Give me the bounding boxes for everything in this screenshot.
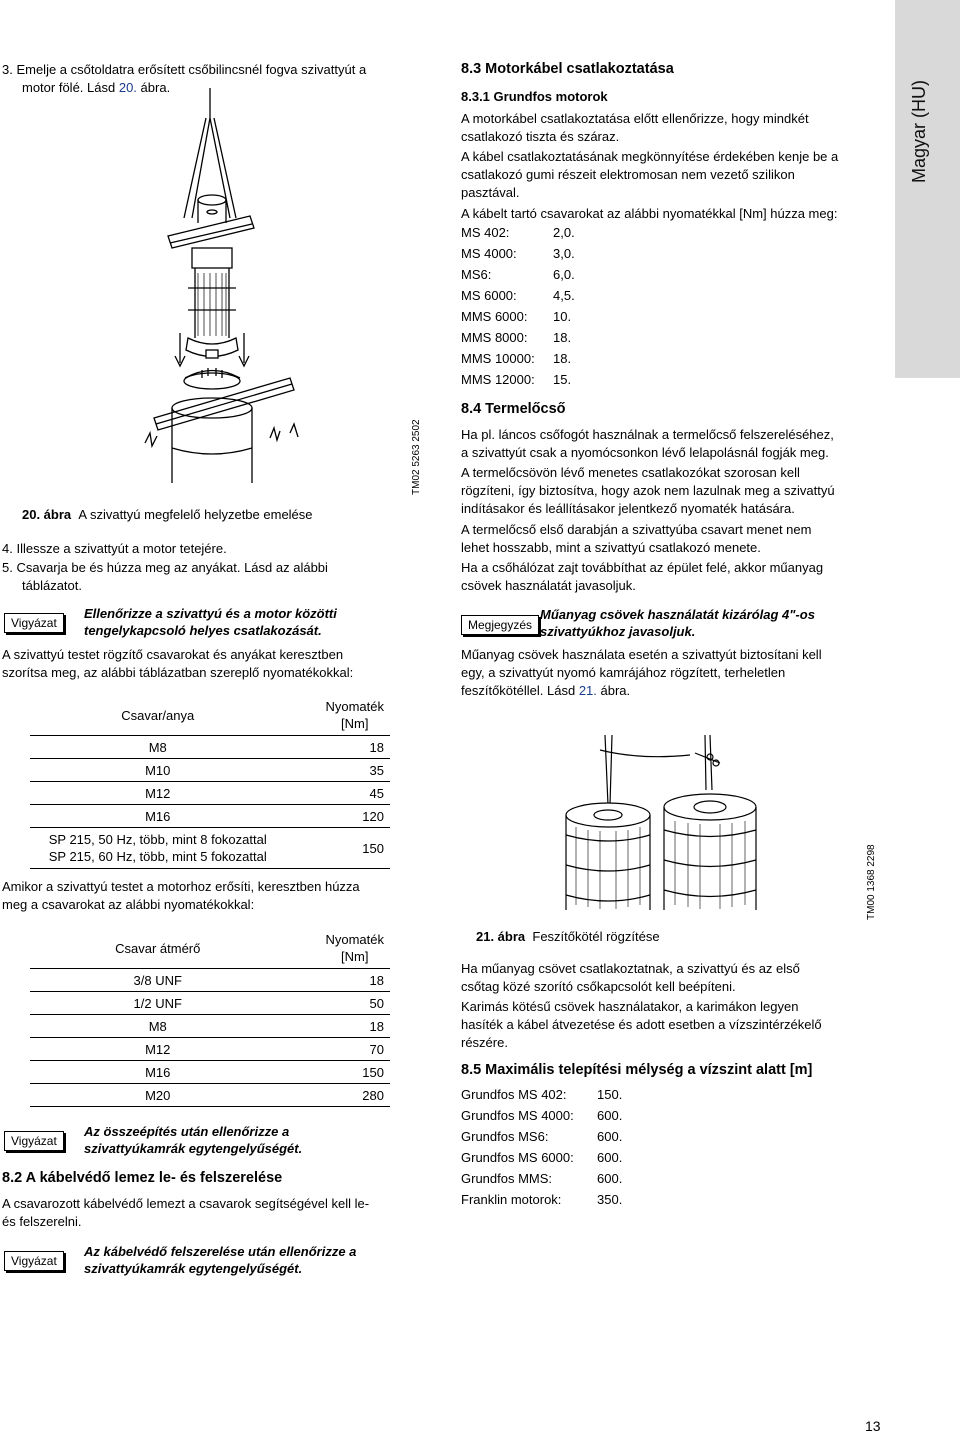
figure-20-caption: 20. ábra A szivattyú megfelelő helyzetbe emelése: [22, 507, 313, 522]
cable-torque-list: [461, 222, 575, 390]
list-item: MMS 8000: 18.: [461, 330, 572, 345]
table-header-torque: Nyomaték [Nm]: [285, 928, 390, 969]
paragraph-flange-line2: hasíték a kábel átvezetése és adott esetben a vízszintérzékelő: [461, 1017, 822, 1032]
table-row: M16 120: [30, 805, 390, 828]
list-item: Grundfos MS 402: 150.: [461, 1087, 623, 1102]
table-row: M10 35: [30, 759, 390, 782]
step-5-line2: táblázatot.: [22, 578, 82, 593]
table-row: M20 280: [30, 1084, 390, 1107]
list-item: Grundfos MS6: 600.: [461, 1129, 623, 1144]
table-row: M12 45: [30, 782, 390, 805]
paragraph-clamp-line1: Ha műanyag csövet csatlakoztatnak, a szivattyú és az első: [461, 961, 800, 976]
paragraph-torque-line1: A szivattyú testet rögzítő csavarokat és anyákat keresztben: [2, 647, 344, 662]
paragraph-plastic-line2: egy, a szivattyút nyomó kamrájához rögzített, terheletlen: [461, 665, 786, 680]
paragraph-silicone-line1: A kábel csatlakoztatásának megkönnyítése érdekében kenje be a: [461, 149, 839, 164]
torque-table-2: [30, 928, 390, 1107]
paragraph-cross-line1: Amikor a szivattyú testet a motorhoz erősíti, keresztben húzza: [2, 879, 360, 894]
list-item: Grundfos MS 6000: 600.: [461, 1150, 623, 1165]
table-header-torque: Nyomaték [Nm]: [285, 695, 390, 736]
paragraph-wrench-line2: a szivattyút csak a nyomócsonkon lévő lelapolásnál fogják meg.: [461, 445, 829, 460]
figure-20-link[interactable]: 20.: [118, 80, 137, 95]
table-header-row: [30, 695, 390, 736]
heading-8-2: 8.2 A kábelvédő lemez le- és felszerelése: [2, 1170, 283, 1186]
list-item: MMS 6000: 10.: [461, 309, 572, 324]
paragraph-silicone-line3: pasztával.: [461, 185, 520, 200]
list-item: Franklin motorok: 350.: [461, 1192, 623, 1207]
warning-tag: Vigyázat: [4, 613, 64, 633]
step-3-line1: 3. Emelje a csőtoldatra erősített csőbilincsnél fogva szivattyút a: [2, 62, 367, 77]
list-item: MMS 12000: 15.: [461, 372, 572, 387]
note-text: Műanyag csövek használatát kizárólag 4"-os szivattyúkhoz javasoljuk.: [540, 607, 815, 639]
paragraph-noise-line2: csövek használatát javasoljuk.: [461, 578, 636, 593]
figure-21-code: TM00 1368 2298: [866, 844, 877, 920]
list-item: MS6: 6,0.: [461, 267, 575, 282]
torque-table-1: [30, 695, 390, 869]
paragraph-first-pipe-line2: lehet hosszabb, mint a szivattyú csatlakozó menete.: [461, 540, 761, 555]
paragraph-plastic-line1: Műanyag csövek használata esetén a szivattyút biztosítani kell: [461, 647, 822, 662]
paragraph-torque-line2: szorítsa meg, az alábbi táblázatban szereplő nyomatékokkal:: [2, 665, 354, 680]
note-tag: Megjegyzés: [461, 615, 539, 635]
paragraph-flange-line3: részére.: [461, 1035, 508, 1050]
paragraph-connector-line1: A motorkábel csatlakoztatása előtt ellenőrizze, hogy mindkét: [461, 111, 809, 126]
page-number: 13: [865, 1418, 881, 1434]
paragraph-first-pipe-line1: A termelőcső első darabján a szivattyúba csavart menet nem: [461, 522, 812, 537]
paragraph-cable-guard-line1: A csavarozott kábelvédő lemezt a csavarok segítségével kell le-: [2, 1196, 370, 1211]
paragraph-threads-line3: indításakor és leállításakor jelentkező nyomaték hatására.: [461, 501, 795, 516]
paragraph-cross-line2: meg a csavarokat az alábbi nyomatékokkal:: [2, 897, 255, 912]
table-header-bolt: Csavar/anya: [30, 695, 285, 736]
step-4: 4. Illessze a szivattyút a motor tetejére.: [2, 541, 227, 556]
table-header-diameter: Csavar átmérő: [30, 928, 285, 969]
warning-text-1: Ellenőrizze a szivattyú és a motor közötti tengelykapcsoló helyes csatlakozását.: [84, 606, 337, 638]
paragraph-noise-line1: Ha a csőhálózat zajt továbbíthat az épület felé, akkor műanyag: [461, 560, 824, 575]
list-item: MS 6000: 4,5.: [461, 288, 575, 303]
table-row: SP 215, 50 Hz, több, mint 8 fokozattal SP 215, 60 Hz, több, mint 5 fokozattal 150: [30, 828, 390, 869]
list-item: MS 4000: 3,0.: [461, 246, 575, 261]
paragraph-cable-torque: A kábelt tartó csavarokat az alábbi nyomatékkal [Nm] húzza meg:: [461, 206, 838, 221]
warning-tag: Vigyázat: [4, 1131, 64, 1151]
heading-8-4: 8.4 Termelőcső: [461, 401, 566, 417]
table-row: M16 150: [30, 1061, 390, 1084]
heading-8-3-1: 8.3.1 Grundfos motorok: [461, 89, 608, 104]
list-item: Grundfos MMS: 600.: [461, 1171, 623, 1186]
heading-8-5: 8.5 Maximális telepítési mélység a vízszint alatt [m]: [461, 1062, 813, 1078]
warning-text-2: Az összeépítés után ellenőrizze a szivattyúkamrák egytengelyűségét.: [84, 1124, 303, 1156]
table-row: 1/2 UNF 50: [30, 992, 390, 1015]
list-item: MMS 10000: 18.: [461, 351, 572, 366]
paragraph-wrench-line1: Ha pl. láncos csőfogót használnak a termelőcső felszereléséhez,: [461, 427, 834, 442]
paragraph-silicone-line2: csatlakozó gumi részeit elektromosan nem vezető szilikon: [461, 167, 795, 182]
language-tab: [895, 0, 960, 378]
paragraph-threads-line2: rögzíteni, így biztosítva, hogy azok nem lazulnak meg a szivattyú: [461, 483, 835, 498]
max-depth-list: [461, 1084, 622, 1210]
table-row: 3/8 UNF 18: [30, 969, 390, 992]
figure-20-code: TM02 5263 2502: [411, 419, 422, 495]
paragraph-flange-line1: Karimás kötésű csövek használatakor, a karimákon legyen: [461, 999, 799, 1014]
table-row: M8 18: [30, 736, 390, 759]
list-item: Grundfos MS 4000: 600.: [461, 1108, 623, 1123]
figure-21-link[interactable]: 21.: [578, 683, 597, 698]
figure-20-pump-lifting-illustration: [140, 88, 320, 488]
table-row: M12 70: [30, 1038, 390, 1061]
figure-21-caption: 21. ábra Feszítőkötél rögzítése: [476, 929, 660, 944]
heading-8-3: 8.3 Motorkábel csatlakoztatása: [461, 61, 674, 77]
figure-21-tension-rope-illustration: [560, 735, 820, 915]
table-header-row: [30, 928, 390, 969]
warning-tag: Vigyázat: [4, 1251, 64, 1271]
step-3-line2: motor fölé. Lásd 20. ábra.: [22, 80, 171, 95]
paragraph-clamp-line2: csőtag közé szorító csőkapcsolót kell beépíteni.: [461, 979, 736, 994]
list-item: MS 402: 2,0.: [461, 225, 575, 240]
paragraph-threads-line1: A termelőcsövön lévő menetes csatlakozókat szorosan kell: [461, 465, 800, 480]
warning-text-3: Az kábelvédő felszerelése után ellenőrizze a szivattyúkamrák egytengelyűségét.: [84, 1244, 357, 1276]
paragraph-cable-guard-line2: és felszerelni.: [2, 1214, 82, 1229]
language-label: Magyar (HU): [909, 80, 929, 184]
paragraph-plastic-line3: feszítőkötéllel. Lásd 21. ábra.: [461, 683, 631, 698]
table-row: M8 18: [30, 1015, 390, 1038]
step-5-line1: 5. Csavarja be és húzza meg az anyákat. Lásd az alábbi: [2, 560, 328, 575]
paragraph-connector-line2: csatlakozó tiszta és száraz.: [461, 129, 620, 144]
